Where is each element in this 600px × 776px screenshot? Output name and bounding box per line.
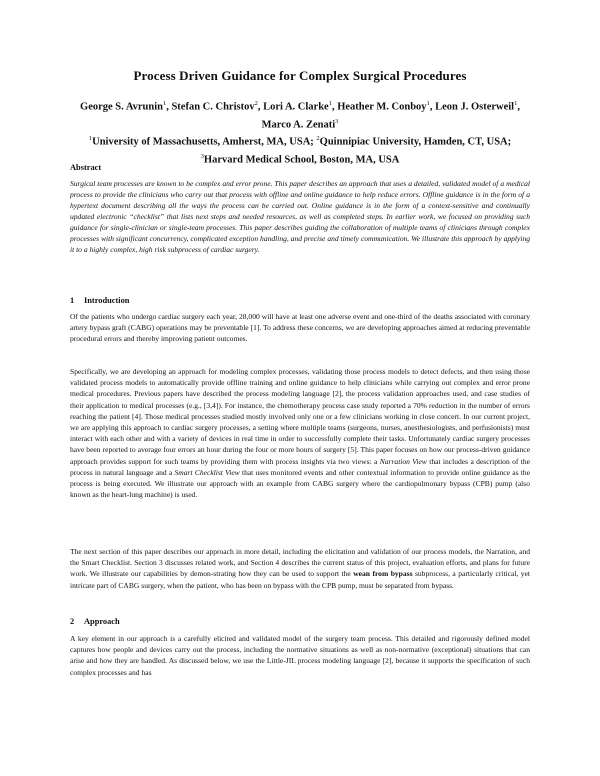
affiliation-mark: 1: [88, 135, 93, 142]
smart-checklist-view-term: Smart Checklist View: [174, 467, 240, 477]
section-heading-introduction: [70, 296, 129, 305]
author-affiliation-mark: 1: [162, 100, 167, 107]
abstract-text: Surgical team processes are known to be complex and error prone. This paper describes an approach that uses a detailed, validated model of a medical process to provide the clinicians who carry out that process with offline and online guidance to help reduce errors. Offline guidance is in the form of a hypertext document describing all the ways the process can be carried out. Online guidance is in the form of a context-sensitive and continually updated electronic “checklist” that lists next steps and needed resources, as well as completed steps. In earlier work, we focused on providing such guidance for single-clinician or single-team processes. This paper describes guiding the collaboration of multiple teams of clinicians through complex processes with significant concurrency, complicated exception handling, and precise and timely communication. We illustrate this approach by applying it to a highly complex, high risk subprocess of cardiac surgery.: [70, 179, 530, 254]
affiliation-mark: 3: [200, 152, 204, 160]
author-name: George S. Avrunin: [80, 101, 163, 113]
affiliation: University of Massachusetts, Amherst, MA, USA;: [92, 136, 317, 148]
section-number: 2: [70, 617, 75, 626]
paper-title: Process Driven Guidance for Complex Surgical Procedures: [133, 68, 467, 83]
author-block: George S. Avrunin$^1$, Stefan C. Christov$^2$, Lori A. Clarke$^1$, Heather M. Conboy$^1$, Leon J. Osterweil$^1$, Marco A. Zenati$^3$ $^1$University of Massachusetts, Amherst, MA, USA; $^2$Quinnipiac University, Hamden, CT, USA; $^3$Harvard Medical School, Boston, MA, USA: [80, 100, 520, 165]
affiliation: Quinnipiac University, Hamden, CT, USA;: [319, 136, 512, 148]
author-affiliation-mark: 1: [328, 100, 332, 107]
section-heading-approach: [70, 617, 120, 626]
intro-paragraph-2: [70, 366, 530, 500]
section-number: 1: [70, 296, 75, 305]
wean-from-bypass-term: wean from bypass: [353, 569, 413, 579]
author-name: Leon J. Osterweil: [435, 101, 515, 113]
paragraph-text: that includes a description of the process in natural language and a: [70, 456, 530, 477]
narration-view-term: Narration View: [379, 456, 427, 466]
author-name: Lori A. Clarke: [263, 101, 329, 113]
author-affiliation-mark: 1: [426, 100, 430, 107]
intro-paragraph-3: [70, 546, 530, 591]
author-affiliation-mark: 3: [335, 117, 339, 125]
author-name: Stefan C. Christov: [171, 101, 255, 113]
section-title: Approach: [84, 617, 120, 626]
paragraph-text: subprocess, a particularly critical, yet intricate part of CABG surgery, when the patient, who has been on bypass with the CPB pump, must be separated from bypass.: [70, 569, 530, 590]
author-affiliation-mark: 2: [254, 100, 258, 107]
section-title: Introduction: [84, 296, 130, 305]
author-name: Heather M. Conboy: [337, 101, 427, 113]
paragraph-text: that uses monitored events and other contextual information to provide online guidance as the process is being executed. We illustrate our approach with an example from CABG surgery where the cardiopulmonary bypass (CPB) pump (also known as the heart-lung machine) is used.: [70, 467, 531, 500]
affiliation: Harvard Medical School, Boston, MA, USA: [203, 154, 400, 165]
author-affiliation-mark: 1: [514, 100, 518, 107]
intro-paragraph-1: Of the patients who undergo cardiac surgery each year, 28,000 will have at least one adverse event and one-third of the deaths associated with coronary artery bypass graft (CABG) operations may be preventable [1]. To address these concerns, we are developing approaches aimed at reducing preventable procedural errors and thereby improving patient outcomes.: [70, 312, 530, 344]
paragraph-text: The next section of this paper describes our approach in more detail, including the elicitation and validation of our process models, the Narration, and the Smart Checklist. Section 3 discusses related work, and Section 4 describes the current status of this project, evaluation efforts, and plans for future work. We illustrate our capabilities by demon-strating how they can be used to support the: [70, 547, 530, 579]
abstract-heading: Abstract: [70, 163, 102, 172]
author-name: Marco A. Zenati: [261, 119, 336, 130]
approach-paragraph-1: A key element in our approach is a carefully elicited and validated model of the surgery team process. This detailed and rigorously defined model captures how people and devices carry out the process, including the normative situations as well as non-normative (exceptional) situations that can arise and how they are handled. As discussed below, we use the Little-JIL process modeling language [2], because it supports the specification of such complex processes and has: [70, 634, 530, 677]
affiliation-mark: 2: [316, 135, 320, 142]
paragraph-text: Specifically, we are developing an approach for modeling complex processes, validating those process models to detect defects, and then using those validated process models to automatically provide offline training and online guidance to help clinicians while carrying out complex and error prone medical procedures. Previous papers have described the process modeling language [2], the process validation approaches used, and case studies of their application to medical processes (e.g., [3,4]). For instance, the chemotherapy process case study reported a 70% reduction in the number of errors reaching the patient [4]. Those medical processes studied mostly involved only one or a few clinicians working in close concert. In our current project, we are applying this approach to cardiac surgery processes, a setting where multiple teams (surgeons, nurses, anesthesiologists, and perfusionists) must interact with each other and with a variety of devices in real time in order to successfully complete their tasks. Unfortunately cardiac surgery processes have been reported to average four errors an hour during the four or more hours of surgery [5]. This paper focuses on how our process-driven guidance approach provides support for such teams by providing them with process insights via two views: a: [70, 367, 530, 466]
